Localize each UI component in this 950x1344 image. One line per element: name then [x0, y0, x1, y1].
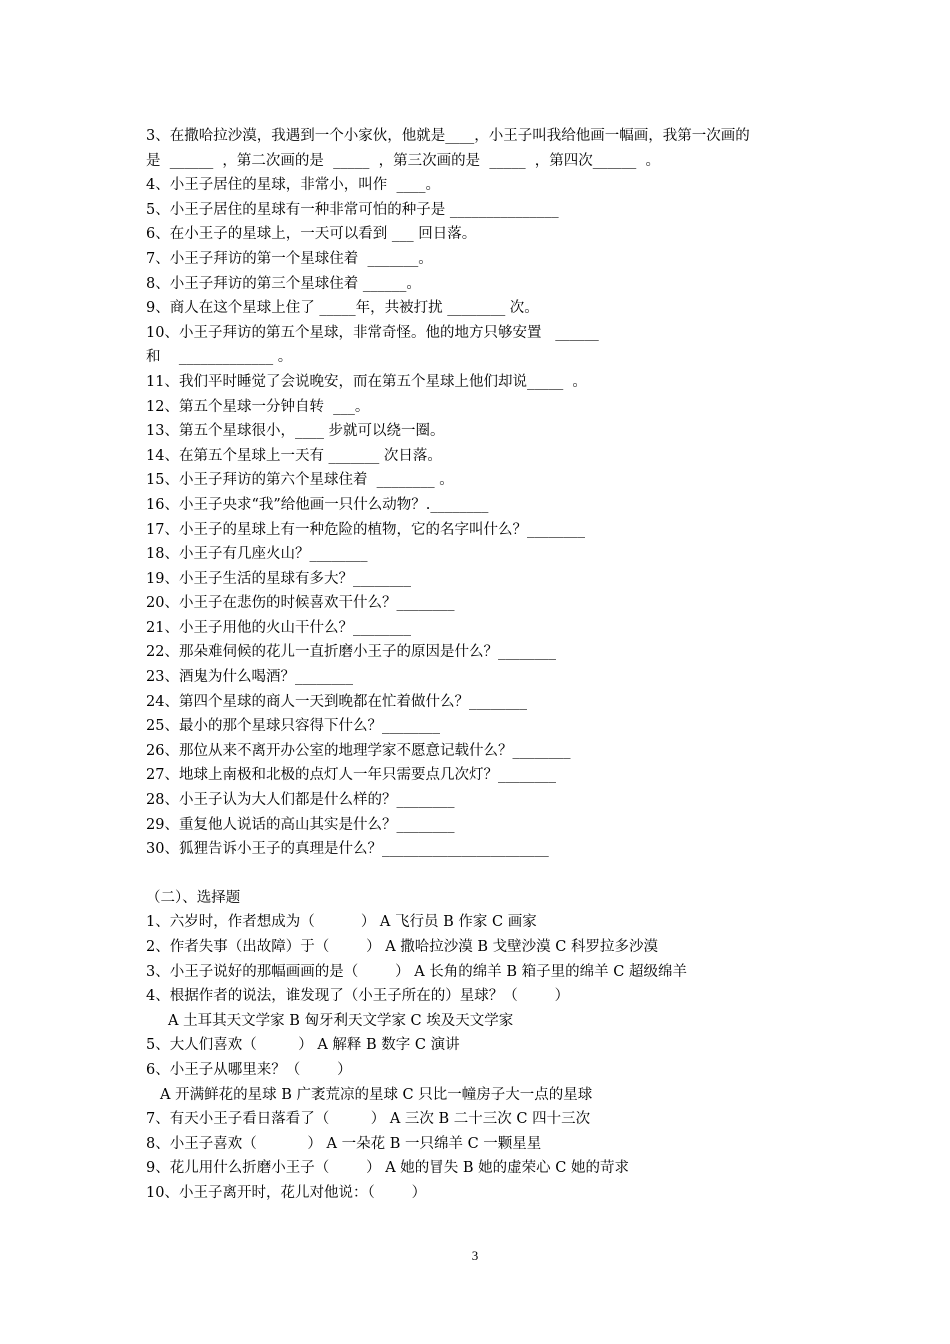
fill-question-line: 11、我们平时睡觉了会说晚安，而在第五个星球上他们却说_____ 。 — [146, 373, 587, 390]
fill-question-line: 25、最小的那个星球只容得下什么？________ — [146, 718, 440, 735]
fill-question-line: 14、在第五个星球上一天有 _______ 次日落。 — [146, 447, 442, 464]
fill-question-line: 28、小王子认为大人们都是什么样的？________ — [146, 792, 455, 809]
fill-question-line: 13、第五个星球很小，____ 步就可以绕一圈。 — [146, 423, 445, 440]
choice-question-line: 3、小王子说好的那幅画画的是（ ） A 长角的绵羊 B 箱子里的绵羊 C 超级绵羊 — [146, 963, 687, 980]
fill-question-line: 7、小王子拜访的第一个星球住着 _______。 — [146, 250, 433, 267]
choice-options-line: A 土耳其天文学家 B 匈牙利天文学家 C 埃及天文学家 — [168, 1012, 514, 1029]
fill-question-line: 5、小王子居住的星球有一种非常可怕的种子是 _______________ — [146, 201, 559, 218]
worksheet-content — [146, 124, 826, 1206]
fill-question-line: 30、狐狸告诉小王子的真理是什么？_______________________ — [146, 841, 549, 858]
fill-question-line: 29、重复他人说话的高山其实是什么？________ — [146, 816, 455, 833]
fill-question-line: 8、小王子拜访的第三个星球住着 ______。 — [146, 275, 421, 292]
fill-question-line: 22、那朵难伺候的花儿一直折磨小王子的原因是什么？________ — [146, 644, 556, 661]
choice-question-line: 10、小王子离开时，花儿对他说：（ ） — [146, 1184, 427, 1201]
choice-question-line: 9、花儿用什么折磨小王子（ ） A 她的冒失 B 她的虚荣心 C 她的苛求 — [146, 1160, 629, 1177]
choice-question-line: 7、有天小王子看日落看了（ ） A 三次 B 二十三次 C 四十三次 — [146, 1111, 591, 1128]
fill-question-line: 17、小王子的星球上有一种危险的植物，它的名字叫什么？________ — [146, 521, 585, 538]
fill-question-line: 21、小王子用他的火山干什么？________ — [146, 619, 411, 636]
choice-question-line: 6、小王子从哪里来？（ ） — [146, 1061, 352, 1078]
choice-question-line: 1、六岁时，作者想成为（ ） A 飞行员 B 作家 C 画家 — [146, 914, 537, 931]
section-title: （二）、选择题 — [146, 889, 241, 906]
fill-question-line: 12、第五个星球一分钟自转 ___。 — [146, 398, 370, 415]
fill-question-line: 27、地球上南极和北极的点灯人一年只需要点几次灯？________ — [146, 767, 556, 784]
fill-in-section — [146, 124, 826, 862]
choice-question-line: 8、小王子喜欢（ ） A 一朵花 B 一只绵羊 C 一颗星星 — [146, 1135, 542, 1152]
fill-question-line: 19、小王子生活的星球有多大？________ — [146, 570, 411, 587]
page-number: 3 — [471, 1248, 479, 1263]
fill-question-line: 16、小王子央求“我”给他画一只什么动物？.________ — [146, 496, 489, 513]
fill-question-line: 9、商人在这个星球上住了 _____年，共被打扰 ________ 次。 — [146, 300, 539, 317]
fill-question-line: 26、那位从来不离开办公室的地理学家不愿意记载什么？________ — [146, 742, 571, 759]
choice-question-line: 4、根据作者的说法，谁发现了（小王子所在的）星球？（ ） — [146, 988, 570, 1005]
section-gap — [146, 862, 826, 886]
fill-question-line: 10、小王子拜访的第五个星球，非常奇怪。他的地方只够安置 ______ — [146, 324, 599, 341]
fill-question-line: 23、酒鬼为什么喝酒？________ — [146, 669, 353, 686]
fill-question-line: 4、小王子居住的星球，非常小，叫作 ____。 — [146, 177, 440, 194]
choice-question-line: 5、大人们喜欢（ ） A 解释 B 数字 C 演讲 — [146, 1037, 460, 1054]
fill-question-line: 是 ______ ，第二次画的是 _____ ，第三次画的是 _____ ，第四次______ 。 — [146, 152, 661, 169]
fill-question-line: 3、在撒哈拉沙漠，我遇到一个小家伙，他就是____，小王子叫我给他画一幅画，我第一次画的 — [146, 128, 750, 144]
fill-question-line: 6、在小王子的星球上，一天可以看到 ___ 回日落。 — [146, 226, 477, 243]
fill-question-line: 18、小王子有几座火山？________ — [146, 546, 368, 563]
fill-question-line: 15、小王子拜访的第六个星球住着 ________ 。 — [146, 472, 454, 489]
choice-question-line: 2、作者失事（出故障）于（ ） A 撒哈拉沙漠 B 戈壁沙漠 C 科罗拉多沙漠 — [146, 939, 658, 955]
fill-question-line: 和 _____________ 。 — [146, 349, 293, 366]
multiple-choice-section — [146, 910, 826, 1205]
fill-question-line: 20、小王子在悲伤的时候喜欢干什么？________ — [146, 595, 455, 612]
choice-options-line: A 开满鲜花的星球 B 广袤荒凉的星球 C 只比一幢房子大一点的星球 — [160, 1086, 593, 1103]
fill-question-line: 24、第四个星球的商人一天到晚都在忙着做什么？________ — [146, 693, 527, 710]
